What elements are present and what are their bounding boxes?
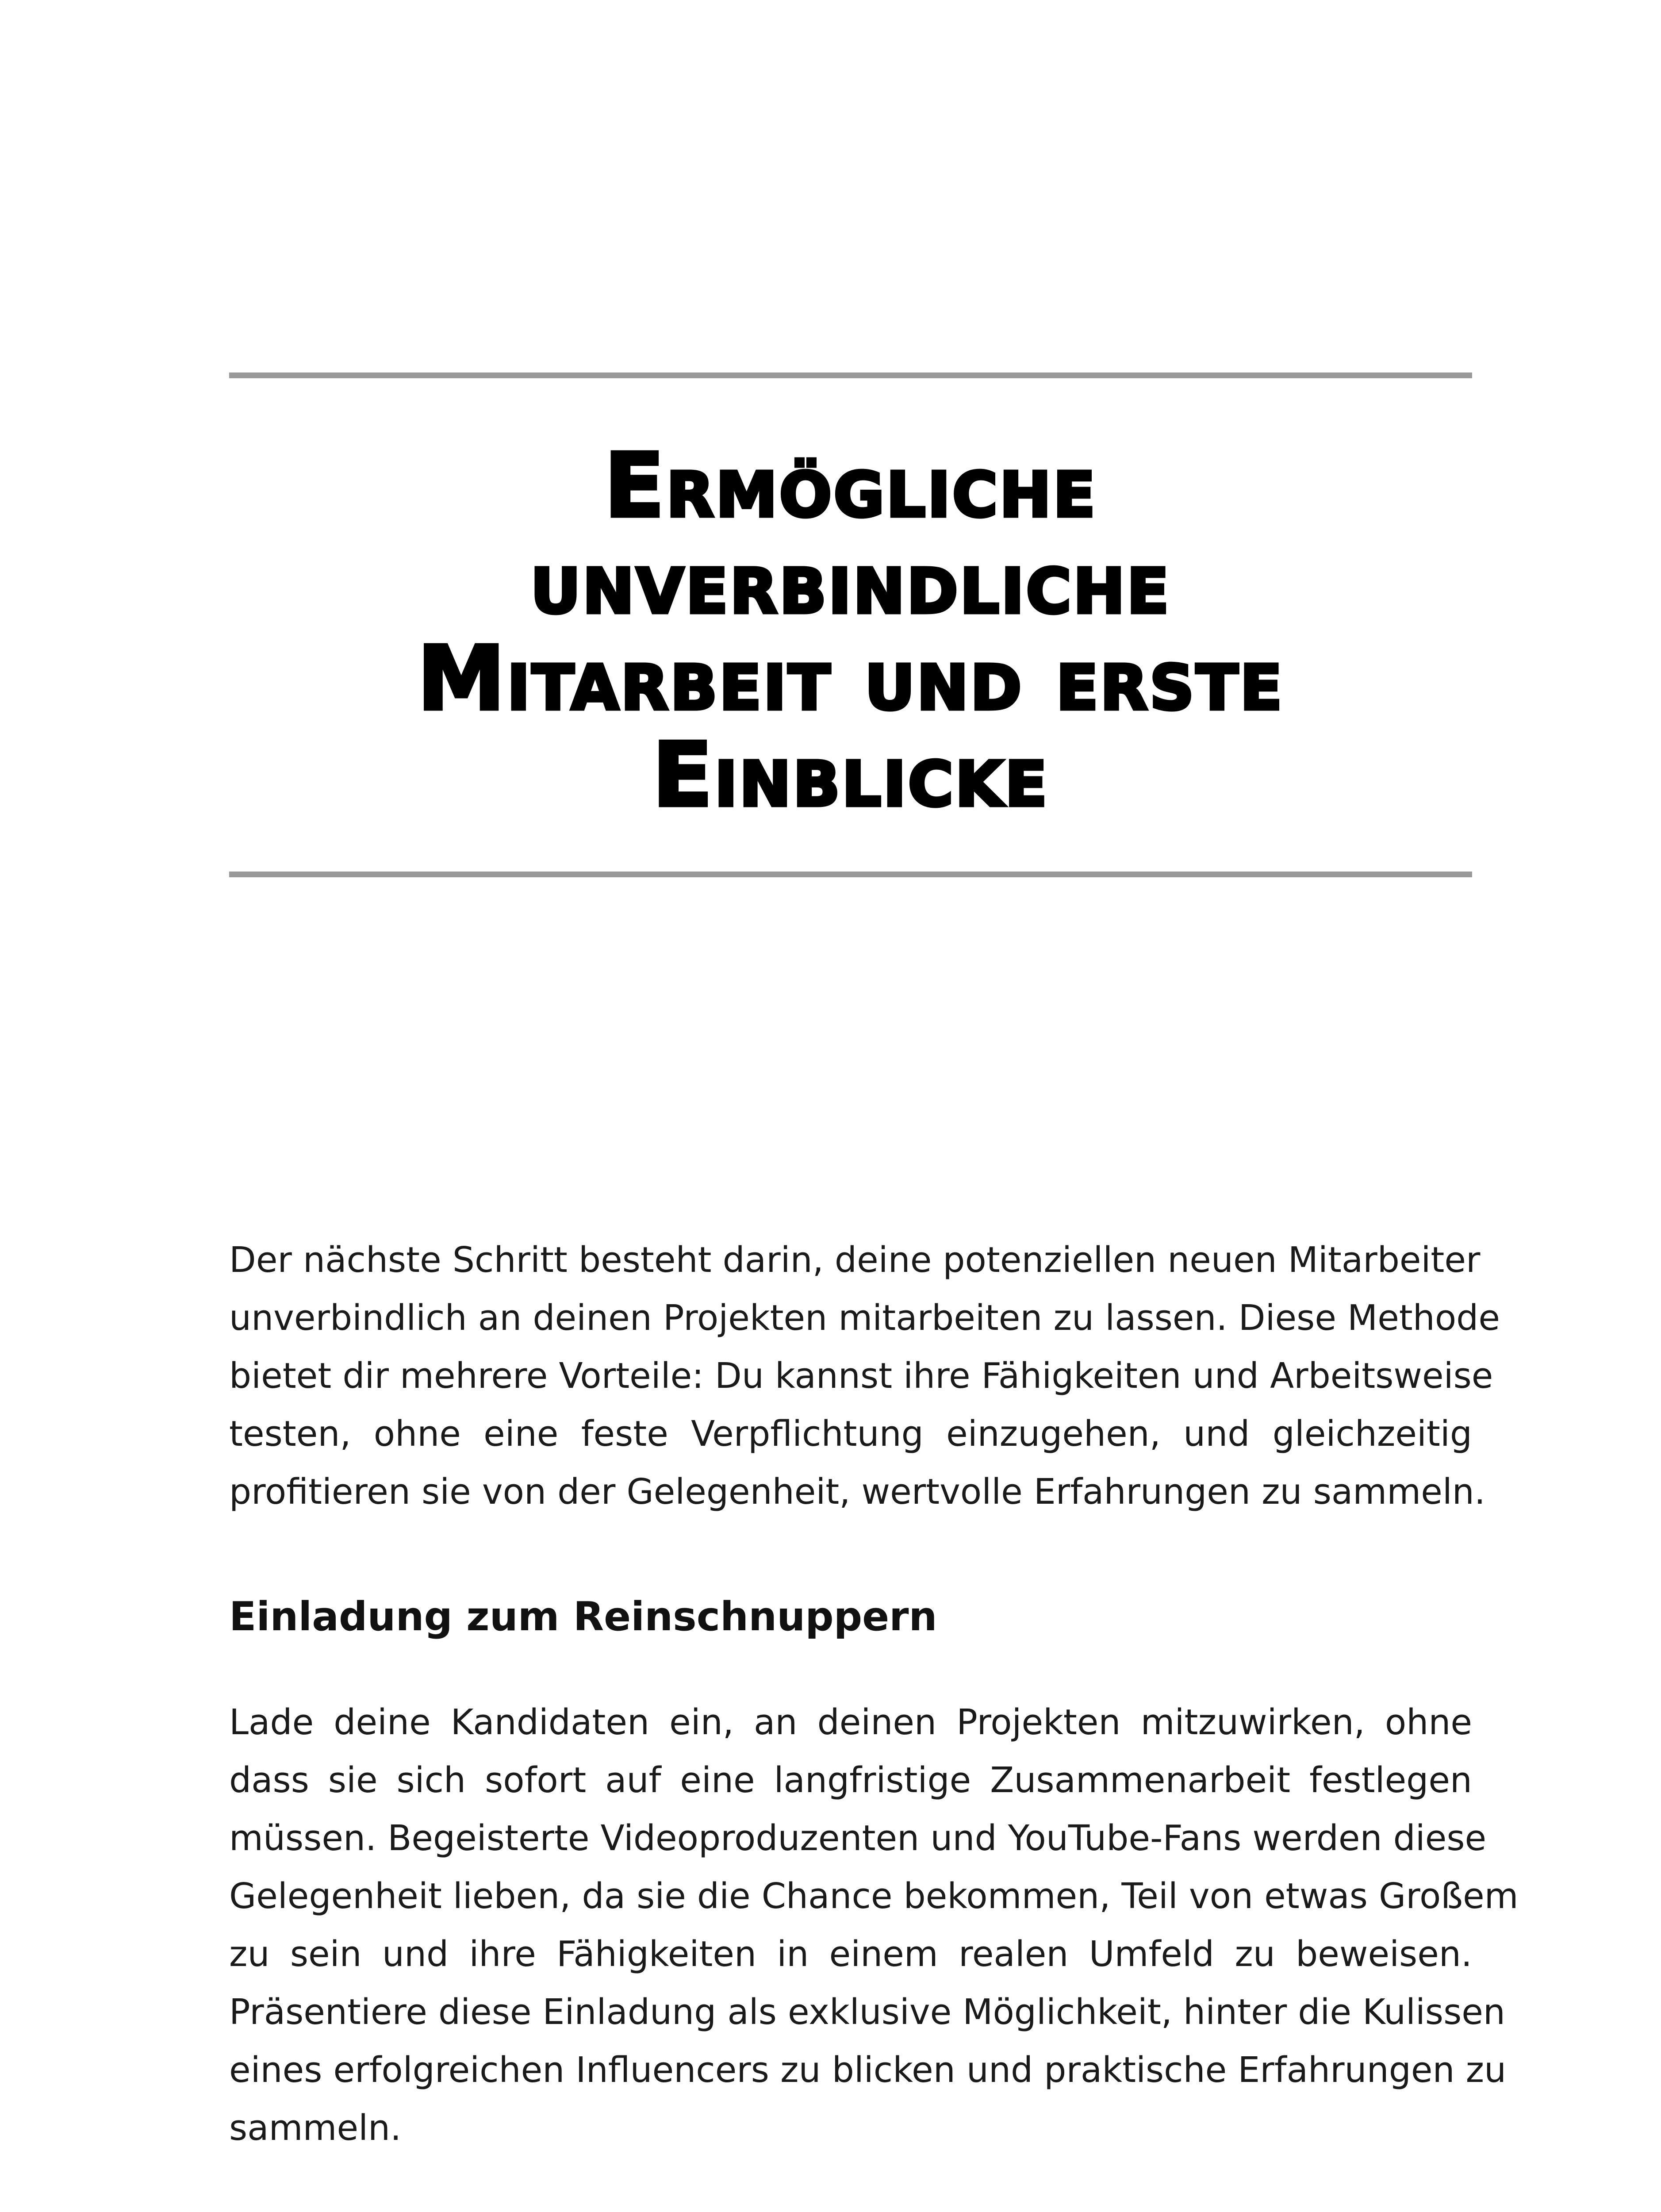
intro-paragraph-line: testen, ohne eine feste Verpflichtung einzugehen, und gleichzeitig — [229, 1413, 1472, 1454]
chapter-title — [229, 434, 1472, 827]
section-paragraph-line: zu sein und ihre Fähigkeiten in einem realen Umfeld zu beweisen. — [229, 1934, 1472, 1974]
section-paragraph-line: Präsentiere diese Einladung als exklusive Möglichkeit, hinter die Kulissen — [229, 1992, 1505, 2032]
section-paragraph-line: eines erfolgreichen Influencers zu blicken und praktische Erfahrungen zu — [229, 2050, 1507, 2090]
title-top-rule — [229, 373, 1472, 378]
section-paragraph-line: müssen. Begeisterte Videoproduzenten und YouTube-Fans werden diese — [229, 1818, 1487, 1859]
chapter-title-line: Ermögliche — [604, 434, 1097, 538]
chapter-title-line: Mitarbeit und erste — [417, 627, 1284, 730]
section-heading: Einladung zum Reinschnuppern — [229, 1594, 937, 1640]
intro-paragraph-line: profitieren sie von der Gelegenheit, wertvolle Erfahrungen zu sammeln. — [229, 1471, 1485, 1512]
intro-paragraph — [229, 1231, 1500, 1521]
intro-paragraph-line: Der nächste Schritt besteht darin, deine potenziellen neuen Mitarbeiter — [229, 1240, 1481, 1280]
intro-paragraph-line: bietet dir mehrere Vorteile: Du kannst ihre Fähigkeiten und Arbeitsweise — [229, 1356, 1493, 1396]
chapter-title-line: Einblicke — [652, 724, 1049, 827]
intro-paragraph-line: unverbindlich an deinen Projekten mitarbeiten zu lassen. Diese Methode — [229, 1298, 1500, 1338]
section-paragraph-line: Lade deine Kandidaten ein, an deinen Projekten mitzuwirken, ohne — [229, 1702, 1472, 1743]
section-paragraph-line: sammeln. — [229, 2108, 402, 2148]
section-paragraph-line: Gelegenheit lieben, da sie die Chance bekommen, Teil von etwas Großem — [229, 1876, 1519, 1916]
section-paragraph — [229, 1694, 1519, 2157]
section-paragraph-line: dass sie sich sofort auf eine langfristige Zusammenarbeit festlegen — [229, 1760, 1472, 1801]
chapter-title-line: unverbindliche — [530, 531, 1171, 634]
title-bottom-rule — [229, 872, 1472, 877]
